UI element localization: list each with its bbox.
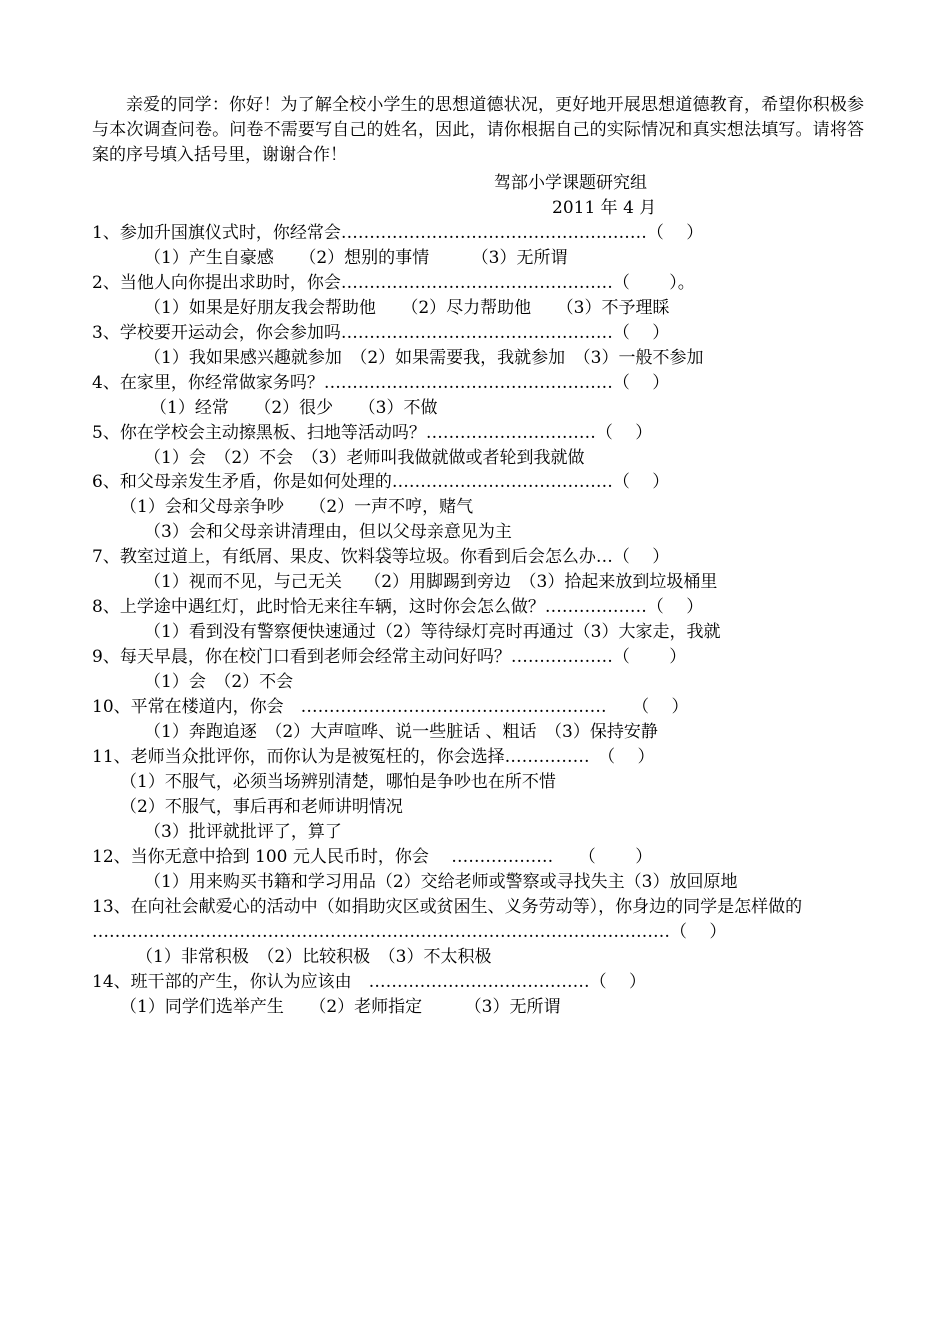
question-12: 12、当你无意中拾到 100 元人民币时，你会 ……………… （ ）: [92, 847, 653, 867]
options-12: （1）用来购买书籍和学习用品（2）交给老师或警察或寻找失主（3）放回原地: [144, 872, 738, 892]
question-5: 5、你在学校会主动擦黑板、扫地等活动吗？…………………………（ ）: [92, 423, 653, 443]
options-11a: （1）不服气，必须当场辨别清楚，哪怕是争吵也在所不惜: [120, 772, 556, 792]
options-1: （1）产生自豪感 （2）想别的事情 （3）无所谓: [144, 248, 568, 268]
options-7: （1）视而不见，与己无关 （2）用脚踢到旁边 （3）拾起来放到垃圾桶里: [144, 572, 718, 592]
question-7: 7、教室过道上，有纸屑、果皮、饮料袋等垃圾。你看到后会怎么办…（ ）: [92, 547, 670, 567]
options-5: （1）会 （2）不会 （3）老师叫我做就做或者轮到我就做: [144, 448, 585, 468]
options-6a: （1）会和父母亲争吵 （2）一声不哼，赌气: [120, 497, 474, 517]
options-3: （1）我如果感兴趣就参加 （2）如果需要我，我就参加 （3）一般不参加: [144, 348, 704, 368]
question-1: 1、参加升国旗仪式时，你经常会………………………………………………（ ）: [92, 223, 704, 243]
question-9: 9、每天早晨，你在校门口看到老师会经常主动问好吗？………………（ ）: [92, 647, 687, 667]
question-2: 2、当他人向你提出求助时，你会…………………………………………（ ）。: [92, 273, 695, 293]
question-11: 11、老师当众批评你，而你认为是被冤枉的，你会选择…………… （ ）: [92, 747, 655, 767]
question-4: 4、在家里，你经常做家务吗？……………………………………………（ ）: [92, 373, 670, 393]
intro-paragraph: 亲爱的同学：你好！为了解全校小学生的思想道德状况，更好地开展思想道德教育，希望你积极参与本次调查问卷。问卷不需要写自己的姓名，因此，请你根据自己的实际情况和真实想法填写。请将答案的序号填入括号里，谢谢合作！: [92, 95, 864, 165]
options-11b: （2）不服气，事后再和老师讲明情况: [120, 797, 403, 817]
question-10: 10、平常在楼道内，你会 ……………………………………………… （ ）: [92, 697, 689, 717]
question-6: 6、和父母亲发生矛盾，你是如何处理的…………………………………（ ）: [92, 472, 670, 492]
options-2: （1）如果是好朋友我会帮助他 （2）尽力帮助他 （3）不予理睬: [144, 298, 670, 318]
question-14: 14、班干部的产生，你认为应该由 …………………………………（ ）: [92, 972, 647, 992]
options-8: （1）看到没有警察便快速通过（2）等待绿灯亮时再通过（3）大家走，我就: [144, 622, 721, 642]
options-13: （1）非常积极 （2）比较积极 （3）不太积极: [136, 947, 492, 967]
question-8: 8、上学途中遇红灯，此时恰无来往车辆，这时你会怎么做？………………（ ）: [92, 597, 704, 617]
signature-date: 2011 年 4 月: [552, 198, 657, 218]
question-13-leader: …………………………………………………………………………………………（ ）: [92, 922, 727, 942]
question-13: 13、在向社会献爱心的活动中（如捐助灾区或贫困生、义务劳动等），你身边的同学是怎样做的: [92, 897, 803, 917]
options-10: （1）奔跑追逐 （2）大声喧哗、说一些脏话 、粗话 （3）保持安静: [144, 722, 658, 742]
options-9: （1）会 （2）不会: [144, 672, 294, 692]
options-4: （1）经常 （2）很少 （3）不做: [150, 398, 438, 418]
options-14: （1）同学们选举产生 （2）老师指定 （3）无所谓: [120, 997, 561, 1017]
options-11c: （3）批评就批评了，算了: [144, 822, 342, 842]
question-3: 3、学校要开运动会，你会参加吗…………………………………………（ ）: [92, 323, 670, 343]
signature-org: 驾部小学课题研究组: [494, 173, 647, 193]
options-6b: （3）会和父母亲讲清理由，但以父母亲意见为主: [144, 522, 512, 542]
